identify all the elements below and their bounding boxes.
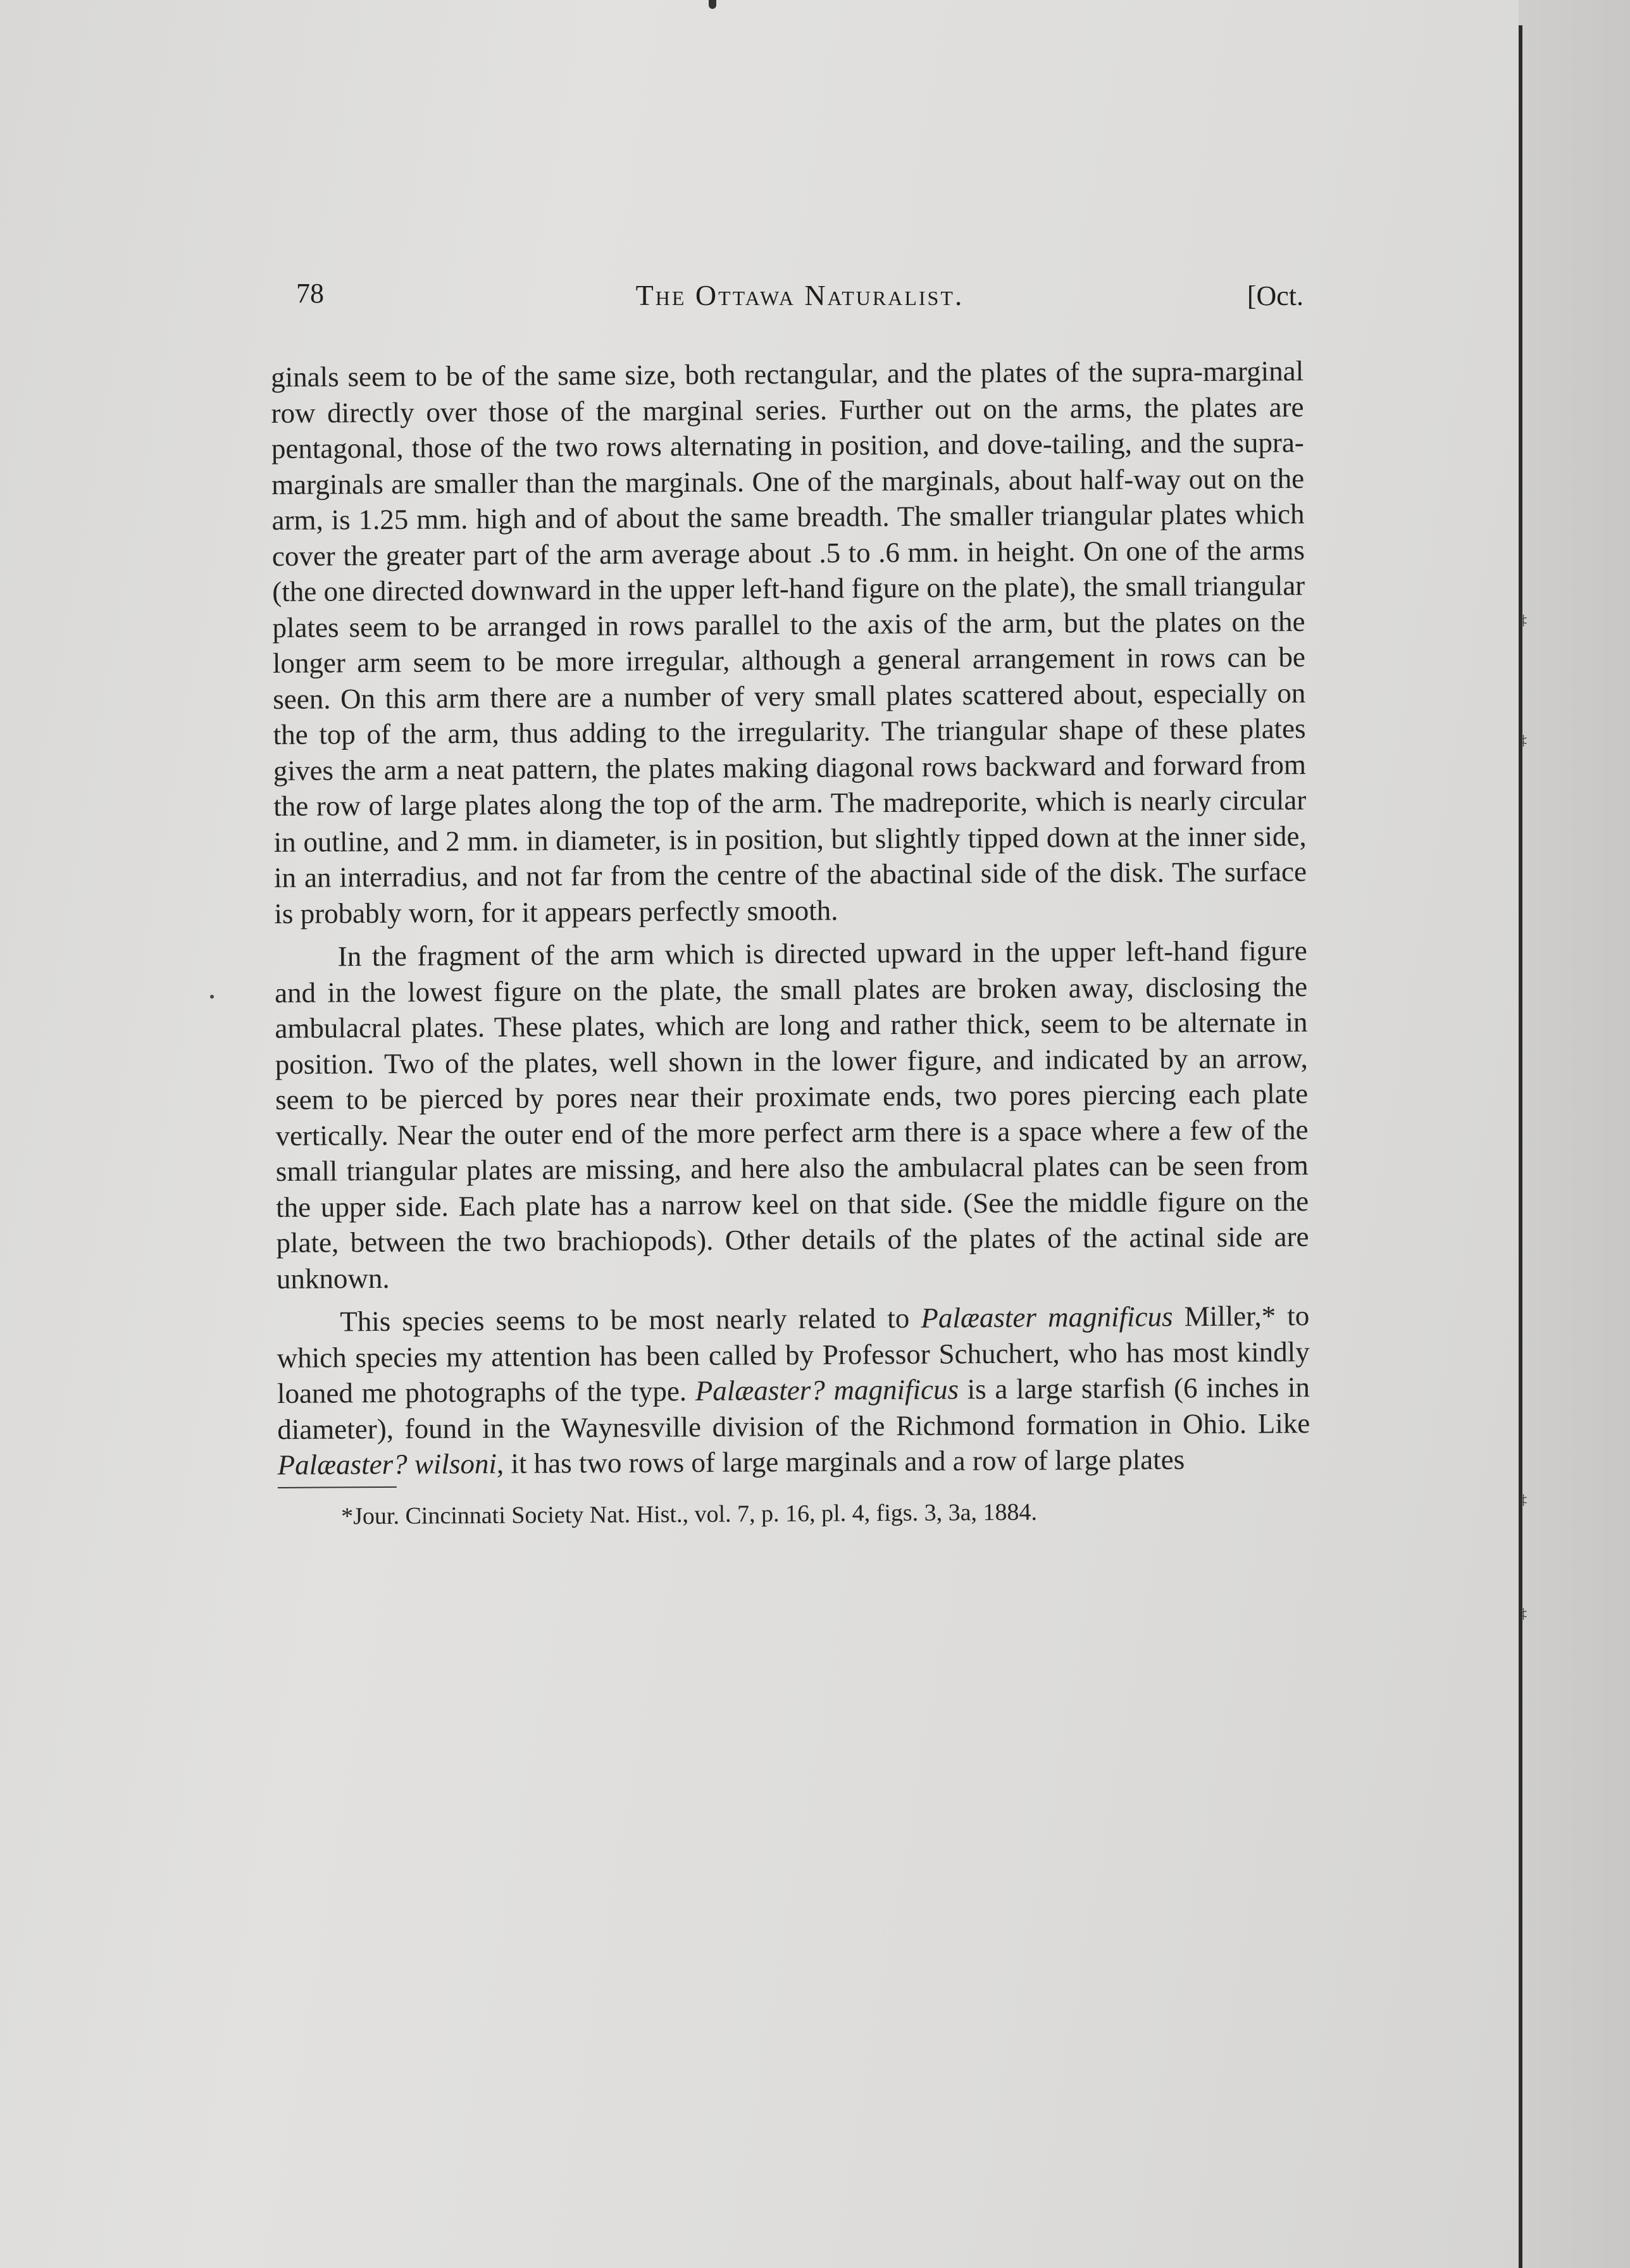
footnote-divider	[278, 1486, 397, 1488]
binding-stitch-mark: ‡	[1520, 1605, 1527, 1621]
paragraph-ambulacral-plates: In the fragment of the arm which is directed upward in the upper left-hand figure and in the lowest figure on the plate, the small plates are broken away, disclosing the ambulacral plates. These plates, which are long and rather thick, seem to be alternate in position. Two of the plates, well shown in the lower figure, and indicated by an arrow, seem to be pierced by pores near their proximate ends, two pores piercing each plate vertically. Near the outer end of the more perfect arm there is a space where a few of the small triangular plates are missing, and here also the ambulacral plates can be seen from the upper side. Each plate has a narrow keel on that side. (See the middle figure on the plate, between the two brachiopods). Other details of the plates of the actinal side are unknown.	[274, 935, 1309, 1295]
binding-stitch-mark: ‡	[1520, 732, 1527, 748]
paragraph-text: , it has two rows of large marginals and a row of large plates	[496, 1443, 1185, 1480]
species-name: Palæaster? wilsoni	[277, 1447, 497, 1481]
scan-artifact-dot	[709, 0, 716, 9]
paragraph-text: This species seems to be most nearly related to	[340, 1302, 921, 1338]
binding-edge-line	[1519, 25, 1522, 2268]
species-name: Palæaster? magnificus	[695, 1373, 959, 1407]
footnote: *Jour. Cincinnati Society Nat. Hist., vol. 7, p. 16, pl. 4, figs. 3, 3a, 1884.	[341, 1498, 1038, 1530]
scan-speck	[210, 995, 214, 999]
paragraph-text: is a large starfish (6 inches in diameter), found in the Waynesville division of the Richmond formation in Ohio. Like	[277, 1371, 1310, 1445]
binding-stitch-mark: ‡	[1520, 612, 1527, 628]
paragraph-continued: ginals seem to be of the same size, both rectangular, and the plates of the supra-marginal row directly over those of the marginal series. Further out on the arms, the plates are pentagonal, those of the two rows alternating in position, and dove-tailing, and the supra-marginals are smaller than the marginals. One of the marginals, about half-way out on the arm, is 1.25 mm. high and of about the same breadth. The smaller triangular plates which cover the greater part of the arm average about .5 to .6 mm. in height. On one of the arms (the one directed downward in the upper left-hand figure on the plate), the small triangular plates seem to be arranged in rows parallel to the axis of the arm, but the plates on the longer arm seem to be more irregular, although a general arrangement in rows can be seen. On this arm there are a number of very small plates scattered about, especially on the top of the arm, thus adding to the irregularity. The triangular shape of these plates gives the arm a neat pattern, the plates making diagonal rows backward and forward from the row of large plates along the top of the arm. The madreporite, which is nearly circular in outline, and 2 mm. in diameter, is in position, but slightly tipped down at the inner side, in an interradius, and not far from the centre of the abactinal side of the disk. The surface is probably worn, for it appears perfectly smooth.	[271, 355, 1307, 930]
species-name: Palæaster magnificus	[921, 1300, 1173, 1334]
issue-month: [Oct.	[1247, 280, 1303, 311]
paragraph-text: Miller,* to which species my attention has been called by Professor Schuchert, who has most kindly loaned me photographs of the type.	[277, 1300, 1310, 1409]
paragraph-species-relation	[277, 1298, 1310, 1483]
journal-title: The Ottawa Naturalist.	[635, 279, 964, 311]
binding-stitch-mark: ‡	[1520, 1492, 1527, 1507]
binding-gutter	[1519, 0, 1630, 2268]
page-number: 78	[296, 278, 324, 309]
article-text	[271, 353, 1310, 1531]
running-head	[296, 273, 1303, 324]
